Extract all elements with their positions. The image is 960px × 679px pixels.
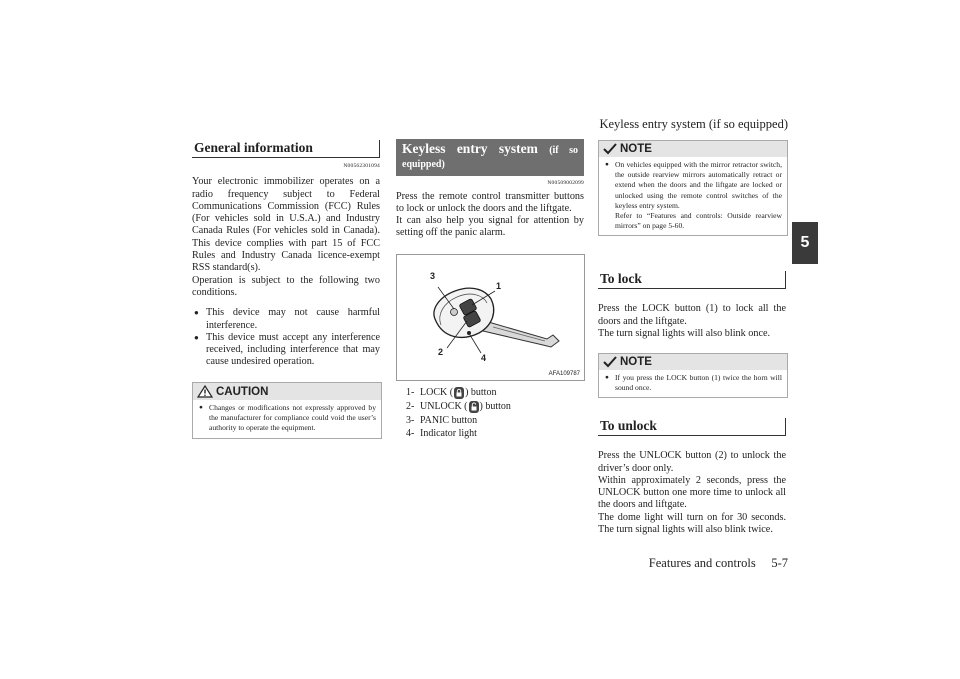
lock-paragraph-2: The turn signal lights will also blink once.	[598, 327, 771, 339]
figure-legend	[406, 386, 511, 441]
unlock-paragraph-2: Within approximately 2 seconds, press the UNLOCK button one more time to unlock all the doors and liftgate.	[598, 474, 786, 511]
page-footer	[560, 556, 788, 571]
note-box-mirrors	[598, 140, 788, 236]
unlock-icon	[468, 400, 480, 414]
to-unlock-section	[598, 418, 786, 536]
section-code: N00509002099	[547, 179, 584, 186]
caution-text: ● Changes or modifications not expressly approved by the manufacturer for compliance could void the user’s authority to operate the equipment.	[198, 403, 376, 434]
keyless-entry-heading	[396, 139, 584, 176]
list-item: ● This device must accept any interference received, including interference that may cause undesired operation.	[192, 332, 380, 369]
unlock-paragraph-3: The dome light will turn on for 30 seconds. The turn signal lights will also blink twice.	[598, 511, 786, 536]
note-title: NOTE	[620, 356, 652, 368]
footer-page-number: 5-7	[771, 556, 788, 570]
chapter-tab: 5	[792, 222, 818, 264]
figure-id: AFA109787	[548, 371, 580, 377]
note-check-icon	[603, 143, 617, 155]
note-title: NOTE	[620, 143, 652, 155]
callout-3: 3	[430, 271, 436, 281]
left-column	[192, 140, 380, 369]
callout-4: 4	[481, 353, 487, 363]
note-reference: Refer to “Features and controls: Outside rearview mirrors” on page 5-60.	[615, 211, 782, 231]
caution-box	[192, 382, 382, 439]
caution-title: CAUTION	[216, 385, 269, 398]
list-item: ● This device may not cause harmful interference.	[192, 307, 380, 332]
note-text: On vehicles equipped with the mirror retractor switch, the outside rearview mirrors automatically retract or extend when the doors and the liftgate are locked or unlocked using the remote control switches of the keyless entry system.	[615, 160, 782, 210]
panic-paragraph: It can also help you signal for attention by setting off the panic alarm.	[396, 215, 584, 239]
note-box-horn	[598, 353, 788, 398]
legend-item: 1- LOCK ( ) button	[406, 387, 497, 399]
middle-column	[396, 139, 584, 240]
to-lock-section	[598, 271, 786, 340]
unlock-paragraph: Press the UNLOCK button (2) to unlock the driver’s door only.	[598, 450, 786, 474]
footer-section: Features and controls	[648, 556, 756, 570]
running-head: Keyless entry system (if so equipped)	[599, 117, 788, 131]
key-fob-illustration	[397, 255, 584, 380]
warning-triangle-icon	[197, 385, 213, 398]
legend-item: 4- Indicator light	[406, 428, 477, 440]
heading-qualifier: (if so equipped)	[402, 145, 578, 171]
note-check-icon	[603, 356, 617, 368]
to-lock-heading: To lock	[598, 271, 786, 289]
key-figure	[396, 254, 585, 381]
callout-2: 2	[438, 347, 444, 357]
lock-paragraph: Press the LOCK button (1) to lock all the doors and the liftgate.	[598, 303, 786, 327]
note-text: ● If you press the LOCK button (1) twice the horn will sound once.	[604, 373, 782, 393]
general-information-heading: General information	[192, 140, 380, 158]
legend-item: 3- PANIC button	[406, 415, 478, 426]
lock-icon	[453, 386, 465, 400]
section-code: N00562301094	[343, 163, 380, 170]
conditions-paragraph: Operation is subject to the following two conditions.	[192, 274, 380, 298]
legend-item: 2- UNLOCK ( ) button	[406, 401, 511, 413]
to-unlock-heading: To unlock	[598, 418, 786, 436]
conditions-list	[192, 307, 380, 368]
heading-main: Keyless entry system	[402, 141, 538, 156]
callout-1: 1	[496, 281, 502, 291]
intro-paragraph: Press the remote control transmitter buttons to lock or unlock the doors and the liftgate.	[396, 190, 584, 214]
fcc-paragraph: Your electronic immobilizer operates on a radio frequency subject to Federal Communications Commission (FCC) Rules (For vehicles sold in U.S.A.) and Industry Canada Rules (For vehicles sold in Canada). This device complies with part 15 of FCC Rules and Industry Canada licence-exempt RSS standard(s).	[192, 176, 380, 274]
